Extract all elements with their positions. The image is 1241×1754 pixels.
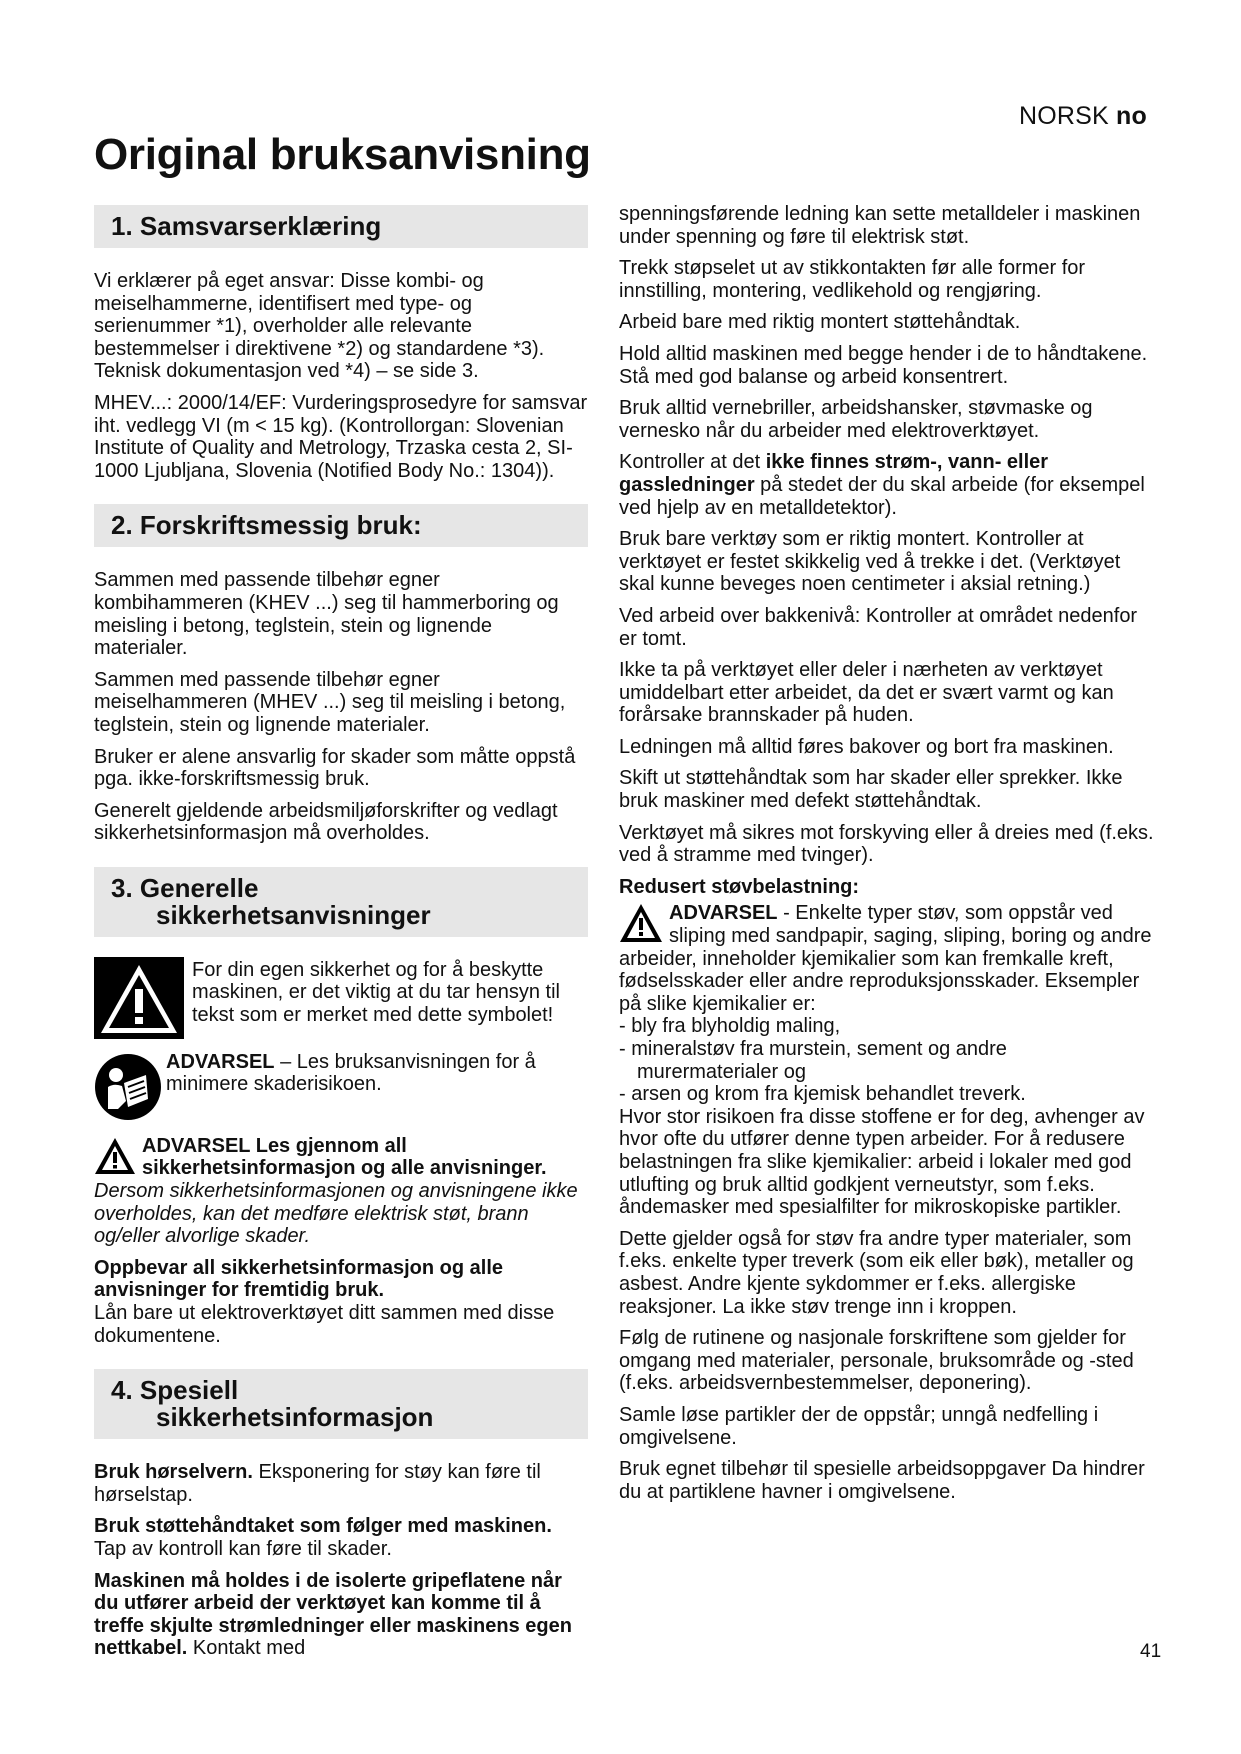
sec4-p2-text: Tap av kontroll kan føre til skader. [94, 1538, 392, 1560]
right-paragraph-16: Bruk egnet tilbehør til spesielle arbeidsoppgaver Da hindrer du at partiklene havner i omgivelsene. [619, 1458, 1145, 1503]
page-number: 41 [1140, 1641, 1162, 1662]
section-3-heading [94, 867, 588, 937]
read-manual-icon [94, 1053, 162, 1121]
section-4-heading [94, 1369, 588, 1439]
dust-list-item-2: - mineralstøv fra murstein, sement og andre [619, 1038, 1007, 1060]
dust-more-text: Hvor stor risikoen fra disse stoffene er for deg, avhenger av hvor ofte du utfører denne typen arbeider. For å redusere belastningen fra slike kjemikalier: arbeid i lokaler med god utlufting og bruk alltid godkjent verneutstyr, som f.eks. åndemasker med spesialfilter for mikroskopiske partikler. [619, 1105, 1145, 1219]
sec4-paragraph-2 [94, 1515, 588, 1560]
sec4-p3-text: Kontakt med [187, 1637, 306, 1660]
dust-warning-bold: ADVARSEL [669, 902, 778, 925]
read-manual-text [166, 1051, 588, 1096]
section-3-heading-line1: 3. Generelle [111, 872, 259, 903]
keep-instructions-text: Lån bare ut elektroverktøyet ditt sammen med disse dokumentene. [94, 1302, 555, 1347]
right-p6-post: på stedet der du skal arbeide (for eksempel ved hjelp av en metalldetektor). [619, 473, 1145, 519]
right-paragraph-12: Verktøyet må sikres mot forskyving eller å dreies med (f.eks. ved å stramme med tvinger). [619, 821, 1154, 867]
warning-read-all-bold: ADVARSEL Les gjennom all sikkerhetsinformasjon og alle anvisninger. [142, 1134, 547, 1180]
dust-warning [619, 902, 1159, 1218]
sec2-paragraph-4: Generelt gjeldende arbeidsmiljøforskrifter og vedlagt sikkerhetsinformasjon må overholdes. [94, 799, 558, 845]
dust-list-item-3: - arsen og krom fra kjemisk behandlet treverk. [619, 1083, 1026, 1106]
section-3-heading-line2: sikkerhetsanvisninger [156, 899, 431, 930]
right-paragraph-13: Dette gjelder også for støv fra andre typer materialer, som f.eks. enkelte typer treverk (som eik eller bøk), metaller og asbest. Andre kjente sykdommer er f.eks. allergiske reaksjoner. La ikke støv trenge inn i kroppen. [619, 1227, 1134, 1318]
sec1-paragraph-1: Vi erklærer på eget ansvar: Disse kombi- og meiselhammerne, identifisert med type- og serienummer *1), overholder alle relevante bestemmelser i direktivene *2) og standardene *3). Teknisk dokumentasjon ved *4) – se side 3. [94, 270, 545, 383]
read-manual-note [94, 1051, 588, 1121]
right-paragraph-8: Ved arbeid over bakkenivå: Kontroller at området nedenfor er tomt. [619, 604, 1138, 650]
right-paragraph-5: Bruk alltid vernebriller, arbeidshansker, støvmaske og vernesko når du arbeider med elektroverktøyet. [619, 397, 1093, 442]
right-paragraph-7: Bruk bare verktøy som er riktig montert. Kontroller at verktøyet er festet skikkelig ved å trekke i det. (Verktøyet skal kunne beveges noen centimeter i aksial retning.) [619, 528, 1121, 596]
right-column [619, 203, 1159, 1512]
warning-triangle-icon [94, 1137, 136, 1175]
right-paragraph-1: spenningsførende ledning kan sette metalldeler i maskinen under spenning og føre til elektrisk støt. [619, 203, 1141, 248]
right-paragraph-4: Hold alltid maskinen med begge hender i de to håndtakene. Stå med god balanse og arbeid konsentrert. [619, 342, 1148, 388]
section-1-heading [94, 205, 588, 248]
section-2-heading [94, 504, 588, 547]
right-p6-pre: Kontroller at det [619, 451, 766, 474]
sec1-paragraph-2: MHEV...: 2000/14/EF: Vurderingsprosedyre for samsvar iht. vedlegg VI (m < 15 kg). (Kontrollorgan: Slovenian Institute of Quality and Metrology, Trzaska cesta 2, SI-1000 Ljubljana, Slovenia (Notified Body No.: 1304)). [94, 391, 588, 482]
warning-triangle-icon [94, 957, 184, 1039]
sec4-paragraph-3 [94, 1570, 588, 1660]
sec4-p3-bold: Maskinen må holdes i de isolerte gripeflatene når du utfører arbeid der verktøyet kan komme til å treffe skjulte strømledninger eller maskinens egen nettkabel. [94, 1569, 572, 1660]
right-paragraph-10: Ledningen må alltid føres bakover og bort fra maskinen. [619, 735, 1114, 758]
safety-symbol-note [94, 959, 588, 1039]
page-title: Original bruksanvisning [94, 130, 591, 179]
language-code: no [1116, 102, 1147, 130]
right-p6-bold: ikke finnes strøm-, vann- eller gassledninger [619, 451, 1049, 496]
keep-instructions [94, 1257, 588, 1347]
right-paragraph-14: Følg de rutinene og nasjonale forskriftene som gjelder for omgang med materialer, personale, bruksområde og -sted (f.eks. arbeidsvernbestemmelser, deponering). [619, 1327, 1134, 1395]
sec4-p1-bold: Bruk hørselvern. [94, 1461, 253, 1484]
right-paragraph-9: Ikke ta på verktøyet eller deler i nærheten av verktøyet umiddelbart etter arbeidet, da det er svært varmt og kan forårsake brannskader på huden. [619, 659, 1114, 727]
section-4-heading-line1: 4. Spesiell [111, 1375, 239, 1406]
dust-list-item-1: - bly fra blyholdig maling, [619, 1015, 841, 1038]
read-manual-rest: – Les bruksanvisningen for å minimere skaderisikoen. [166, 1050, 536, 1096]
section-4-heading-line2: sikkerhetsinformasjon [156, 1402, 434, 1433]
dust-heading [619, 876, 1159, 899]
sec2-paragraph-1: Sammen med passende tilbehør egner kombihammeren (KHEV ...) seg til hammerboring og meisling i betong, teglstein, stein og lignende materialer. [94, 569, 559, 660]
warning-read-all-italic: Dersom sikkerhetsinformasjonen og anvisningene ikke overholdes, kan det medføre elektrisk støt, brann og/eller alvorlige skader. [94, 1180, 578, 1248]
sec4-p2-bold: Bruk støttehåndtaket som følger med maskinen. [94, 1515, 552, 1538]
sec2-paragraph-3: Bruker er alene ansvarlig for skader som måtte oppstå pga. ikke-forskriftsmessig bruk. [94, 745, 576, 791]
left-column [94, 205, 588, 1669]
sec4-paragraph-1 [94, 1461, 588, 1506]
right-paragraph-6 [619, 451, 1159, 519]
dust-heading-text: Redusert støvbelastning: [619, 875, 860, 898]
sec2-paragraph-2: Sammen med passende tilbehør egner meiselhammeren (MHEV ...) seg til meisling i betong, teglstein, stein og lignende materialer. [94, 668, 566, 736]
keep-instructions-bold: Oppbevar all sikkerhetsinformasjon og alle anvisninger for fremtidig bruk. [94, 1256, 504, 1302]
warning-read-all [94, 1135, 588, 1248]
right-paragraph-3: Arbeid bare med riktig montert støttehåndtak. [619, 311, 1021, 334]
right-paragraph-11: Skift ut støttehåndtak som har skader eller sprekker. Ikke bruk maskiner med defekt støttehåndtak. [619, 767, 1123, 813]
read-manual-bold: ADVARSEL [166, 1050, 275, 1073]
section-1-heading-text: 1. Samsvarserklæring [111, 211, 382, 241]
right-paragraph-15: Samle løse partikler der de oppstår; unngå nedfelling i omgivelsene. [619, 1403, 1099, 1449]
language-word: NORSK [1018, 102, 1109, 130]
warning-triangle-icon [619, 903, 663, 943]
section-2-heading-text: 2. Forskriftsmessig bruk: [111, 510, 422, 541]
right-paragraph-2: Trekk støpselet ut av stikkontakten før alle former for innstilling, montering, vedlikehold og rengjøring. [619, 257, 1086, 302]
dust-warning-text: - Enkelte typer støv, som oppstår ved sliping med sandpapir, saging, sliping, boring og andre arbeider, inneholder kjemikalier som kan fremkalle kreft, fødselsskader eller andre reproduksjonsskader. Eksempler på slike kjemikalier er: [619, 902, 1152, 1015]
safety-symbol-text: For din egen sikkerhet og for å beskytte maskinen, er det viktig at du tar hensyn til tekst som er merket med dette symbolet! [192, 958, 560, 1027]
sec4-p1-text: Eksponering for støy kan føre til hørselstap. [94, 1461, 541, 1506]
dust-list-item-2-cont: murermaterialer og [637, 1060, 806, 1083]
language-label [1019, 102, 1147, 131]
